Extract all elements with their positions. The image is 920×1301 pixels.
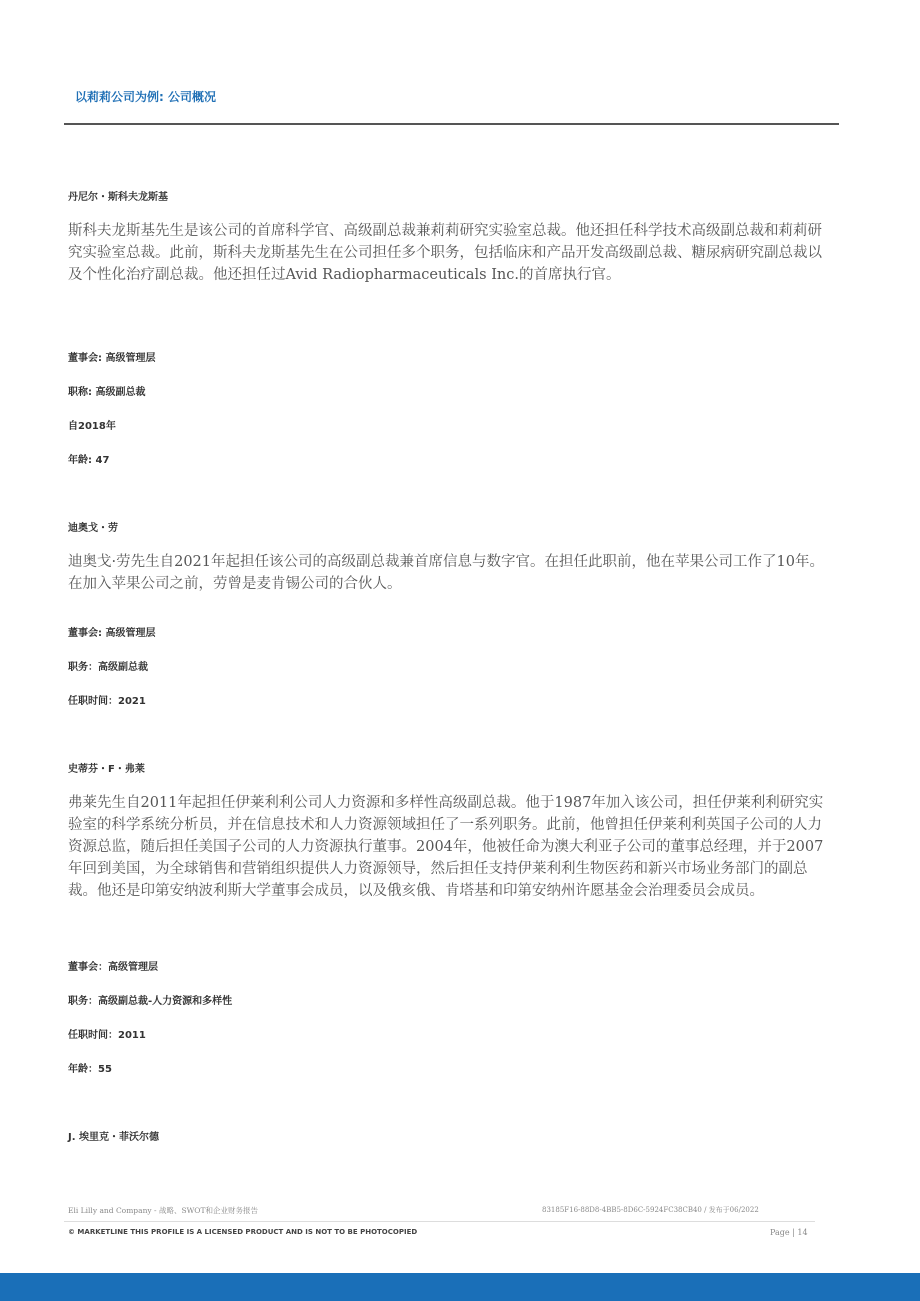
person-since: 自2018年 — [68, 421, 116, 432]
person-board: 董事会: 高级管理层 — [68, 628, 156, 639]
header-divider — [64, 123, 839, 125]
footer-color-bar — [0, 1273, 920, 1301]
person-bio: 斯科夫龙斯基先生是该公司的首席科学官、高级副总裁兼莉莉研究实验室总裁。他还担任科学技术高级副总裁和莉莉研究实验室总裁。此前，斯科夫龙斯基先生在公司担任多个职务，包括临床和产品开发高级副总裁、糖尿病研究副总裁以及个性化治疗副总裁。他还担任过Avid Radiopharmaceuticals Inc.的首席执行官。 — [68, 223, 822, 283]
person-name: 迪奥戈・劳 — [68, 523, 118, 534]
person-name: 史蒂芬・F・弗莱 — [68, 764, 145, 775]
person-title: 职务：高级副总裁-人力资源和多样性 — [68, 996, 233, 1007]
page-header-title: 以莉莉公司为例: 公司概况 — [75, 90, 216, 104]
person-age: 年龄: 47 — [68, 455, 110, 466]
person-name: 丹尼尔・斯科夫龙斯基 — [68, 192, 168, 203]
footer-divider — [64, 1221, 815, 1222]
person-age: 年龄：55 — [68, 1064, 112, 1075]
footer-report-title: Eli Lilly and Company - 战略、SWOT和企业财务报告 — [68, 1206, 258, 1215]
person-board: 董事会：高级管理层 — [68, 962, 158, 973]
person-tenure: 任职时间：2011 — [68, 1030, 146, 1041]
person-title: 职务：高级副总裁 — [68, 662, 148, 673]
footer-copyright: © MARKETLINE THIS PROFILE IS A LICENSED PRODUCT AND IS NOT TO BE PHOTOCOPIED — [68, 1228, 418, 1236]
footer-document-id: 83185F16-88D8-4BB5-8D6C-5924FC38CB40 / 发布于06/2022 — [542, 1206, 759, 1214]
person-bio: 迪奥戈·劳先生自2021年起担任该公司的高级副总裁兼首席信息与数字官。在担任此职前，他在苹果公司工作了10年。在加入苹果公司之前，劳曾是麦肯锡公司的合伙人。 — [68, 554, 824, 592]
person-title: 职称: 高级副总裁 — [68, 387, 146, 398]
person-name: J. 埃里克・菲沃尔德 — [68, 1132, 160, 1143]
person-bio: 弗莱先生自2011年起担任伊莱利利公司人力资源和多样性高级副总裁。他于1987年加入该公司，担任伊莱利利研究实验室的科学系统分析员，并在信息技术和人力资源领域担任了一系列职务。此前，他曾担任伊莱利利英国子公司的人力资源总监，随后担任美国子公司的人力资源执行董事。2004年，他被任命为澳大利亚子公司的董事总经理，并于2007年回到美国，为全球销售和营销组织提供人力资源领导，然后担任支持伊莱利利生物医药和新兴市场业务部门的副总裁。他还是印第安纳波利斯大学董事会成员，以及俄亥俄、肯塔基和印第安纳州许愿基金会治理委员会成员。 — [68, 795, 824, 899]
person-board: 董事会: 高级管理层 — [68, 353, 156, 364]
person-tenure: 任职时间：2021 — [68, 696, 146, 707]
page-number: Page | 14 — [770, 1228, 808, 1237]
